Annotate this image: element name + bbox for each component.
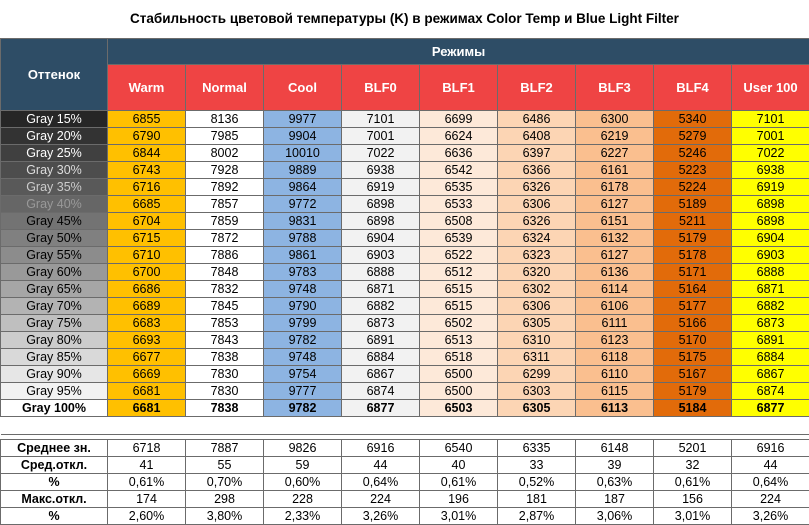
table-cell: 6700 — [108, 264, 186, 281]
stats-cell: 156 — [654, 491, 732, 508]
table-row — [1, 366, 809, 383]
stats-cell: 55 — [186, 457, 264, 474]
table-cell: 7832 — [186, 281, 264, 298]
stats-cell: 9826 — [264, 440, 342, 457]
table-cell: 9790 — [264, 298, 342, 315]
table-cell: 5246 — [654, 145, 732, 162]
table-cell: 6306 — [498, 298, 576, 315]
table-cell: 9782 — [264, 400, 342, 417]
stats-cell: 0,60% — [264, 474, 342, 491]
mode-header-user-100: User 100 — [732, 65, 809, 111]
row-label: Gray 100% — [1, 400, 108, 417]
table-cell: 6299 — [498, 366, 576, 383]
table-cell: 7857 — [186, 196, 264, 213]
table-cell: 7859 — [186, 213, 264, 230]
table-cell: 6904 — [732, 230, 809, 247]
table-cell: 6513 — [420, 332, 498, 349]
table-cell: 6888 — [732, 264, 809, 281]
stats-cell: 3,80% — [186, 508, 264, 525]
table-cell: 7001 — [732, 128, 809, 145]
stats-cell: 41 — [108, 457, 186, 474]
table-cell: 5211 — [654, 213, 732, 230]
mode-header-cool: Cool — [264, 65, 342, 111]
mode-header-blf1: BLF1 — [420, 65, 498, 111]
table-cell: 9799 — [264, 315, 342, 332]
table-cell: 6919 — [732, 179, 809, 196]
table-cell: 6518 — [420, 349, 498, 366]
stats-cell: 6540 — [420, 440, 498, 457]
table-cell: 6685 — [108, 196, 186, 213]
table-cell: 9783 — [264, 264, 342, 281]
stats-row — [1, 440, 809, 457]
row-label: Gray 60% — [1, 264, 108, 281]
stats-cell: 6916 — [732, 440, 809, 457]
mode-header-blf3: BLF3 — [576, 65, 654, 111]
table-cell: 6898 — [732, 196, 809, 213]
table-cell: 6320 — [498, 264, 576, 281]
table-cell: 5184 — [654, 400, 732, 417]
table-cell: 9777 — [264, 383, 342, 400]
table-cell: 6132 — [576, 230, 654, 247]
table-cell: 6310 — [498, 332, 576, 349]
stats-cell: 181 — [498, 491, 576, 508]
table-cell: 7845 — [186, 298, 264, 315]
table-cell: 6161 — [576, 162, 654, 179]
table-cell: 6683 — [108, 315, 186, 332]
stats-cell: 224 — [732, 491, 809, 508]
stats-cell: 224 — [342, 491, 420, 508]
row-label: Gray 25% — [1, 145, 108, 162]
stats-cell: 3,01% — [654, 508, 732, 525]
stats-cell: 0,64% — [342, 474, 420, 491]
table-cell: 6500 — [420, 366, 498, 383]
table-cell: 9904 — [264, 128, 342, 145]
shade-column-header: Оттенок — [1, 39, 108, 111]
table-cell: 6891 — [342, 332, 420, 349]
table-cell: 6677 — [108, 349, 186, 366]
table-cell: 6790 — [108, 128, 186, 145]
table-cell: 5177 — [654, 298, 732, 315]
table-cell: 6636 — [420, 145, 498, 162]
table-cell: 6533 — [420, 196, 498, 213]
stats-cell: 187 — [576, 491, 654, 508]
table-row — [1, 145, 809, 162]
table-cell: 6324 — [498, 230, 576, 247]
table-cell: 6624 — [420, 128, 498, 145]
table-cell: 6884 — [342, 349, 420, 366]
table-cell: 9772 — [264, 196, 342, 213]
table-cell: 6873 — [342, 315, 420, 332]
table-cell: 6522 — [420, 247, 498, 264]
stats-cell: 44 — [342, 457, 420, 474]
table-cell: 6539 — [420, 230, 498, 247]
table-cell: 5175 — [654, 349, 732, 366]
stats-label: Макс.откл. — [1, 491, 108, 508]
row-label: Gray 50% — [1, 230, 108, 247]
table-cell: 7022 — [342, 145, 420, 162]
table-cell: 6305 — [498, 315, 576, 332]
table-cell: 5167 — [654, 366, 732, 383]
row-label: Gray 95% — [1, 383, 108, 400]
table-cell: 6938 — [342, 162, 420, 179]
table-row — [1, 213, 809, 230]
stats-cell: 0,64% — [732, 474, 809, 491]
stats-label: Сред.откл. — [1, 457, 108, 474]
table-cell: 7985 — [186, 128, 264, 145]
table-cell: 6844 — [108, 145, 186, 162]
table-cell: 6512 — [420, 264, 498, 281]
stats-cell: 6916 — [342, 440, 420, 457]
table-cell: 6704 — [108, 213, 186, 230]
table-cell: 5178 — [654, 247, 732, 264]
table-cell: 6136 — [576, 264, 654, 281]
stats-row — [1, 491, 809, 508]
table-cell: 6681 — [108, 400, 186, 417]
table-cell: 6115 — [576, 383, 654, 400]
stats-cell: 33 — [498, 457, 576, 474]
table-cell: 7928 — [186, 162, 264, 179]
table-cell: 9831 — [264, 213, 342, 230]
stats-cell: 3,26% — [342, 508, 420, 525]
table-row — [1, 349, 809, 366]
row-label: Gray 90% — [1, 366, 108, 383]
table-cell: 9889 — [264, 162, 342, 179]
table-cell: 6227 — [576, 145, 654, 162]
table-row — [1, 264, 809, 281]
table-cell: 6114 — [576, 281, 654, 298]
table-cell: 5224 — [654, 179, 732, 196]
table-cell: 6508 — [420, 213, 498, 230]
table-cell: 5189 — [654, 196, 732, 213]
table-cell: 9748 — [264, 281, 342, 298]
table-row — [1, 332, 809, 349]
table-row — [1, 230, 809, 247]
stats-cell: 40 — [420, 457, 498, 474]
table-cell: 6882 — [342, 298, 420, 315]
table-cell: 6689 — [108, 298, 186, 315]
row-label: Gray 20% — [1, 128, 108, 145]
table-cell: 6300 — [576, 111, 654, 128]
table-cell: 9782 — [264, 332, 342, 349]
stats-cell: 0,63% — [576, 474, 654, 491]
row-label: Gray 30% — [1, 162, 108, 179]
table-row — [1, 179, 809, 196]
table-cell: 6486 — [498, 111, 576, 128]
table-cell: 9748 — [264, 349, 342, 366]
stats-cell: 0,61% — [654, 474, 732, 491]
mode-header-warm: Warm — [108, 65, 186, 111]
mode-header-blf2: BLF2 — [498, 65, 576, 111]
mode-header-normal: Normal — [186, 65, 264, 111]
table-cell: 10010 — [264, 145, 342, 162]
table-row — [1, 298, 809, 315]
table-cell: 6874 — [342, 383, 420, 400]
table-cell: 6882 — [732, 298, 809, 315]
table-cell: 5171 — [654, 264, 732, 281]
row-label: Gray 85% — [1, 349, 108, 366]
table-cell: 6515 — [420, 281, 498, 298]
stats-cell: 5201 — [654, 440, 732, 457]
row-label: Gray 80% — [1, 332, 108, 349]
table-cell: 9754 — [264, 366, 342, 383]
stats-cell: 7887 — [186, 440, 264, 457]
table-cell: 7838 — [186, 349, 264, 366]
stats-cell: 32 — [654, 457, 732, 474]
table-cell: 6867 — [342, 366, 420, 383]
stats-cell: 0,61% — [108, 474, 186, 491]
stats-cell: 0,52% — [498, 474, 576, 491]
row-label: Gray 70% — [1, 298, 108, 315]
stats-cell: 59 — [264, 457, 342, 474]
table-cell: 6302 — [498, 281, 576, 298]
row-label: Gray 35% — [1, 179, 108, 196]
row-label: Gray 45% — [1, 213, 108, 230]
table-cell: 6178 — [576, 179, 654, 196]
table-cell: 6715 — [108, 230, 186, 247]
table-cell: 5164 — [654, 281, 732, 298]
stats-cell: 228 — [264, 491, 342, 508]
table-cell: 6535 — [420, 179, 498, 196]
stats-cell: 3,01% — [420, 508, 498, 525]
table-cell: 6127 — [576, 196, 654, 213]
table-cell: 6408 — [498, 128, 576, 145]
table-row — [1, 383, 809, 400]
table-cell: 6903 — [342, 247, 420, 264]
table-cell: 5179 — [654, 230, 732, 247]
table-cell: 6311 — [498, 349, 576, 366]
table-cell: 6873 — [732, 315, 809, 332]
table-cell: 6716 — [108, 179, 186, 196]
mode-header-blf0: BLF0 — [342, 65, 420, 111]
table-cell: 6904 — [342, 230, 420, 247]
table-cell: 7843 — [186, 332, 264, 349]
stats-cell: 6718 — [108, 440, 186, 457]
table-cell: 6898 — [342, 213, 420, 230]
table-cell: 6127 — [576, 247, 654, 264]
table-row — [1, 162, 809, 179]
table-cell: 7830 — [186, 383, 264, 400]
stats-label: % — [1, 508, 108, 525]
table-cell: 9864 — [264, 179, 342, 196]
table-cell: 6323 — [498, 247, 576, 264]
table-cell: 6542 — [420, 162, 498, 179]
table-cell: 6898 — [732, 213, 809, 230]
table-cell: 8136 — [186, 111, 264, 128]
row-label: Gray 15% — [1, 111, 108, 128]
table-cell: 7101 — [732, 111, 809, 128]
table-row — [1, 400, 809, 417]
stats-cell: 2,33% — [264, 508, 342, 525]
table-row — [1, 281, 809, 298]
table-cell: 6669 — [108, 366, 186, 383]
table-cell: 6903 — [732, 247, 809, 264]
table-cell: 7892 — [186, 179, 264, 196]
table-cell: 6503 — [420, 400, 498, 417]
table-cell: 7872 — [186, 230, 264, 247]
row-label: Gray 75% — [1, 315, 108, 332]
table-cell: 7022 — [732, 145, 809, 162]
table-cell: 5179 — [654, 383, 732, 400]
table-cell: 6219 — [576, 128, 654, 145]
table-cell: 6123 — [576, 332, 654, 349]
table-cell: 6871 — [732, 281, 809, 298]
table-cell: 7848 — [186, 264, 264, 281]
stats-label: % — [1, 474, 108, 491]
stats-cell: 39 — [576, 457, 654, 474]
table-cell: 9977 — [264, 111, 342, 128]
table-cell: 5223 — [654, 162, 732, 179]
table-cell: 7886 — [186, 247, 264, 264]
table-cell: 6151 — [576, 213, 654, 230]
table-cell: 6111 — [576, 315, 654, 332]
table-cell: 6867 — [732, 366, 809, 383]
table-cell: 7830 — [186, 366, 264, 383]
stats-row — [1, 508, 809, 525]
mode-header-blf4: BLF4 — [654, 65, 732, 111]
table-cell: 6710 — [108, 247, 186, 264]
table-cell: 6884 — [732, 349, 809, 366]
spacer-row — [1, 417, 809, 435]
table-cell: 6743 — [108, 162, 186, 179]
table-cell: 9861 — [264, 247, 342, 264]
table-cell: 6693 — [108, 332, 186, 349]
modes-group-header: Режимы — [108, 39, 809, 65]
table-cell: 7101 — [342, 111, 420, 128]
table-cell: 6699 — [420, 111, 498, 128]
table-cell: 5279 — [654, 128, 732, 145]
stats-cell: 0,70% — [186, 474, 264, 491]
table-cell: 6366 — [498, 162, 576, 179]
stats-cell: 298 — [186, 491, 264, 508]
table-cell: 7838 — [186, 400, 264, 417]
stats-cell: 3,26% — [732, 508, 809, 525]
table-cell: 6891 — [732, 332, 809, 349]
stats-cell: 44 — [732, 457, 809, 474]
table-cell: 8002 — [186, 145, 264, 162]
table-cell: 5166 — [654, 315, 732, 332]
table-cell: 6397 — [498, 145, 576, 162]
stats-cell: 196 — [420, 491, 498, 508]
table-cell: 5170 — [654, 332, 732, 349]
stats-row — [1, 474, 809, 491]
table-title: Стабильность цветовой температуры (K) в режимах Color Temp и Blue Light Filter — [0, 0, 809, 38]
table-cell: 6855 — [108, 111, 186, 128]
table-cell: 6303 — [498, 383, 576, 400]
table-cell: 6877 — [342, 400, 420, 417]
table-row — [1, 111, 809, 128]
row-label: Gray 55% — [1, 247, 108, 264]
table-cell: 6888 — [342, 264, 420, 281]
stats-cell: 0,61% — [420, 474, 498, 491]
table-cell: 6326 — [498, 179, 576, 196]
row-label: Gray 65% — [1, 281, 108, 298]
table-cell: 6110 — [576, 366, 654, 383]
table-cell: 6306 — [498, 196, 576, 213]
table-cell: 6919 — [342, 179, 420, 196]
table-row — [1, 196, 809, 213]
table-cell: 6871 — [342, 281, 420, 298]
table-cell: 6898 — [342, 196, 420, 213]
table-cell: 6118 — [576, 349, 654, 366]
table-cell: 6938 — [732, 162, 809, 179]
table-cell: 6681 — [108, 383, 186, 400]
stats-cell: 3,06% — [576, 508, 654, 525]
stats-row — [1, 457, 809, 474]
stats-cell: 2,60% — [108, 508, 186, 525]
table-cell: 6515 — [420, 298, 498, 315]
table-row — [1, 247, 809, 264]
table-cell: 6113 — [576, 400, 654, 417]
stats-cell: 6148 — [576, 440, 654, 457]
table-cell: 5340 — [654, 111, 732, 128]
stats-cell: 6335 — [498, 440, 576, 457]
table-cell: 6326 — [498, 213, 576, 230]
table-cell: 6500 — [420, 383, 498, 400]
table-cell: 7001 — [342, 128, 420, 145]
table-cell: 9788 — [264, 230, 342, 247]
table-cell: 7853 — [186, 315, 264, 332]
table-cell: 6877 — [732, 400, 809, 417]
row-label: Gray 40% — [1, 196, 108, 213]
table-cell: 6502 — [420, 315, 498, 332]
table-cell: 6305 — [498, 400, 576, 417]
table-cell: 6106 — [576, 298, 654, 315]
stats-cell: 174 — [108, 491, 186, 508]
stats-cell: 2,87% — [498, 508, 576, 525]
stats-label: Среднее зн. — [1, 440, 108, 457]
table-row — [1, 128, 809, 145]
table-cell: 6874 — [732, 383, 809, 400]
color-temperature-table — [0, 38, 809, 525]
table-row — [1, 315, 809, 332]
table-cell: 6686 — [108, 281, 186, 298]
